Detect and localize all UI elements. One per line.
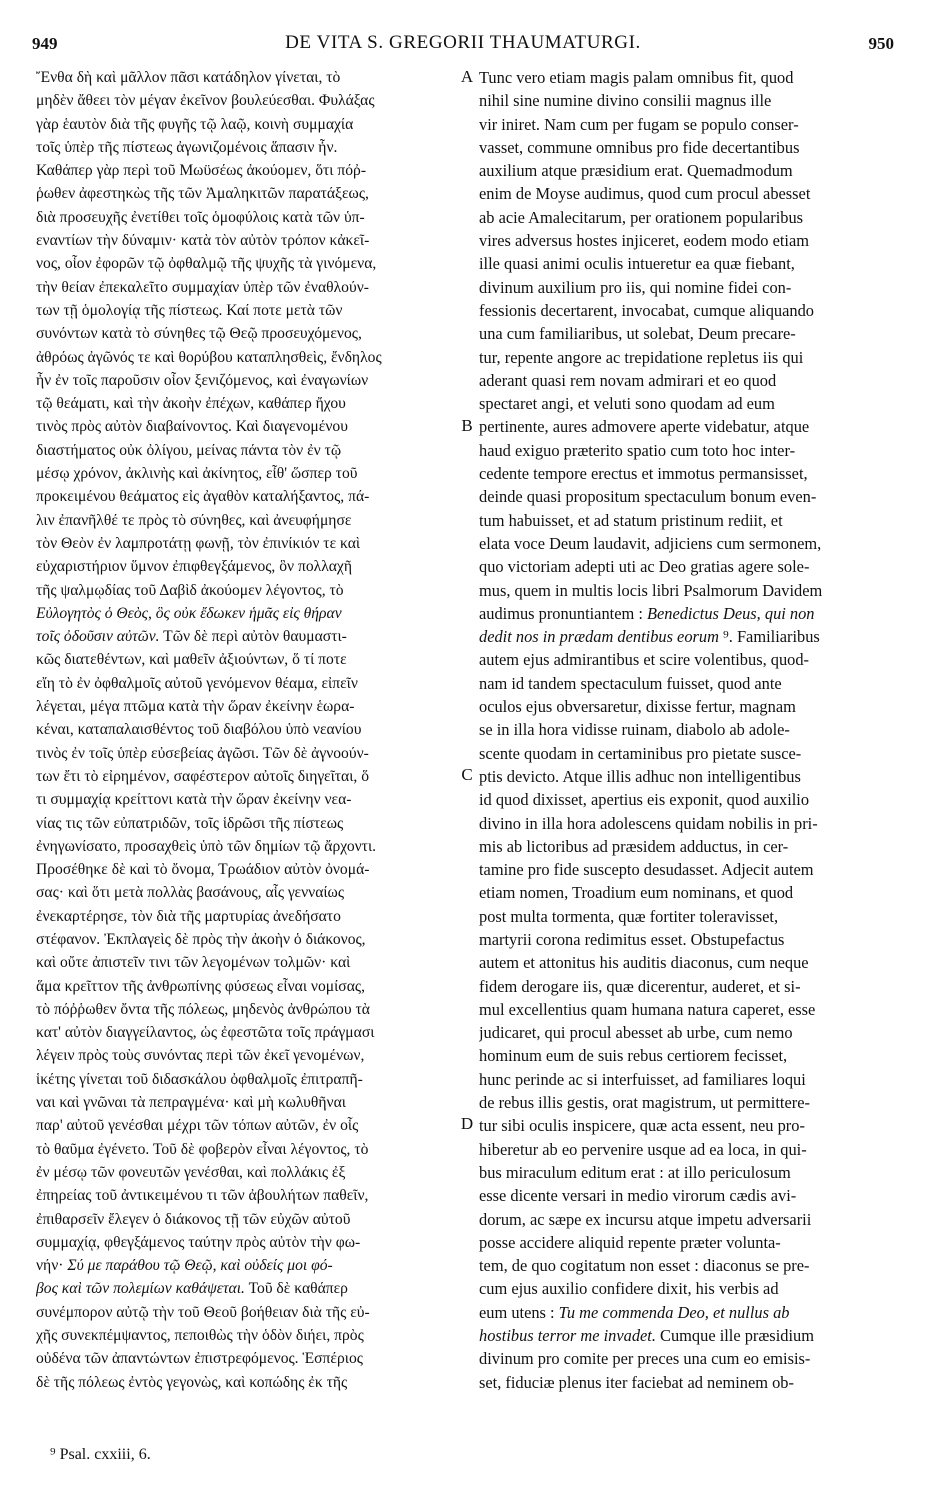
greek-line bbox=[36, 742, 456, 765]
greek-line bbox=[36, 975, 456, 998]
text-segment: vir iniret. Nam cum per fugam se populo conser- bbox=[479, 114, 799, 134]
greek-line bbox=[36, 555, 456, 578]
text-segment: Ἔνθα δὴ καὶ μᾶλλον πᾶσι κατάδηλον γίνεται, τὸ bbox=[36, 69, 341, 86]
text-segment: λέγειν πρὸς τοὺς συνόντας περὶ τῶν ἐκεῖ γενομένων, bbox=[36, 1047, 365, 1065]
text-segment: Cumque ille præsidium bbox=[655, 1326, 814, 1346]
greek-line bbox=[36, 648, 456, 671]
text-segment: ναι καὶ γνῶναι τὰ πεπραγμένα· καὶ μὴ κωλυθῆναι bbox=[36, 1094, 346, 1112]
latin-line bbox=[479, 881, 891, 904]
greek-text-column bbox=[36, 66, 456, 1394]
greek-line bbox=[36, 532, 456, 555]
italic-text-segment: hostibus terror me invadet. bbox=[479, 1326, 656, 1346]
greek-line bbox=[36, 159, 456, 182]
margin-marker-b: B bbox=[461, 416, 473, 435]
running-title: DE VITA S. GREGORII THAUMATURGI. bbox=[285, 32, 641, 53]
text-segment: pertinente, aures admovere aperte videbatur, atque bbox=[479, 417, 810, 437]
text-segment: ἐνεκαρτέρησε, τὸν διὰ τῆς μαρτυρίας ἀνεδήσατο bbox=[36, 907, 341, 925]
italic-text-segment: Benedictus Deus, qui non bbox=[646, 603, 815, 623]
latin-line bbox=[479, 346, 891, 369]
text-segment: μηδὲν ἄθεει τὸν μέγαν ἐκεῖνον βουλεύεσθαι. Φυλάξας bbox=[36, 92, 375, 110]
text-segment: ptis devicto. Atque illis adhuc non intelligentibus bbox=[479, 766, 801, 786]
text-segment: ille quasi animi oculis intueretur ea quæ fiebant, bbox=[479, 254, 795, 274]
latin-line bbox=[479, 1161, 891, 1184]
text-segment: tem, de quo cogitatum non esset : diaconus se pre- bbox=[479, 1256, 810, 1276]
text-segment: elata voce Deum laudavit, adjiciens cum sermonem, bbox=[479, 533, 822, 553]
latin-line bbox=[479, 812, 891, 835]
greek-line bbox=[36, 322, 456, 345]
latin-line bbox=[479, 1114, 891, 1137]
greek-line bbox=[36, 1068, 456, 1091]
text-segment: στέφανον. Ἐκπλαγεὶς δὲ πρὸς τὴν ἀκοὴν ὁ διάκονος, bbox=[36, 930, 366, 948]
latin-line bbox=[479, 113, 891, 136]
text-segment: de rebus illis gestis, orat magistrum, ut permittere- bbox=[479, 1093, 810, 1113]
greek-line bbox=[36, 392, 456, 415]
text-segment: τινὸς πρὸς αὐτὸν διαβαίνοντος. Καὶ διαγενομένου bbox=[36, 418, 348, 436]
text-segment: hiberetur ab eo pervenire usque ad ea loca, in qui- bbox=[479, 1139, 807, 1159]
latin-line bbox=[479, 439, 891, 462]
text-segment: συνόντων κατὰ τὸ σύνηθες τῷ Θεῷ προσευχόμενος, bbox=[36, 325, 362, 343]
text-segment: εἴη τὸ ἐν ὀφθαλμοῖς αὐτοῦ γενόμενον θέαμα, εἰπεῖν bbox=[36, 674, 358, 692]
latin-line bbox=[479, 66, 891, 89]
greek-line bbox=[36, 252, 456, 275]
text-segment: nam id tandem spectaculum fuisset, quod ante bbox=[479, 673, 782, 693]
greek-line bbox=[36, 881, 456, 904]
running-head bbox=[32, 32, 894, 58]
text-segment: ἐνηγωνίσατο, προσαχθεὶς ὑπὸ τῶν δημίων τῷ ἄρχοντι. bbox=[36, 837, 377, 855]
greek-line bbox=[36, 89, 456, 112]
text-segment: παρ' αὐτοῦ γενέσθαι μέχρι τῶν τόπων αὐτῶν, ἐν οἷς bbox=[36, 1117, 359, 1135]
greek-line bbox=[36, 66, 456, 89]
text-segment: ἅμα κρεῖττον τῆς ἀνθρωπίνης φύσεως εἶναι νομίσας, bbox=[36, 977, 365, 995]
text-segment: ἦν ἐν τοῖς παροῦσιν οἷον ξενιζόμενος, καὶ ἐναγωνίων bbox=[36, 371, 369, 389]
latin-line bbox=[479, 905, 891, 928]
text-segment: κῶς διατεθέντων, καὶ μαθεῖν ἀξιούντων, ὅ τί ποτε bbox=[36, 651, 347, 669]
text-segment: κέναι, καταπαλαισθέντος τοῦ διαβόλου ὑπὸ νεανίου bbox=[36, 721, 362, 739]
latin-line bbox=[479, 206, 891, 229]
text-segment: λιν ἐπανῆλθέ τε πρὸς τὸ σύνηθες, καὶ ἀνευφήμησε bbox=[36, 511, 352, 529]
latin-line bbox=[479, 1231, 891, 1254]
text-segment: τὴν θείαν ἐπεκαλεῖτο συμμαχίαν ὑπὲρ τῶν ἐναθλούν- bbox=[36, 278, 369, 296]
text-segment: των ἔτι τὸ εἰρημένον, σαφέστερον αὐτοῖς διηγεῖται, ὅ bbox=[36, 767, 370, 785]
text-segment: judicaret, qui procul abesset ab urbe, cum nemo bbox=[479, 1023, 793, 1043]
latin-line bbox=[479, 1021, 891, 1044]
text-segment: τινὸς ἐν τοῖς ὑπὲρ εὐσεβείας ἀγῶσι. Τῶν δὲ ἀγνοούν- bbox=[36, 744, 369, 762]
latin-line bbox=[479, 1347, 891, 1370]
text-segment: divinum pro comite per preces una cum eo emisis- bbox=[479, 1349, 811, 1369]
greek-line bbox=[36, 812, 456, 835]
greek-line bbox=[36, 579, 456, 602]
latin-line bbox=[479, 742, 891, 765]
latin-line bbox=[479, 1208, 891, 1231]
margin-marker-a: A bbox=[460, 67, 474, 86]
text-segment: eum utens : bbox=[479, 1302, 559, 1322]
greek-line bbox=[36, 369, 456, 392]
latin-line bbox=[479, 159, 891, 182]
text-segment: νος, οἷον ἐφορῶν τῷ ὀφθαλμῷ τῆς ψυχῆς τὰ γινόμενα, bbox=[36, 255, 377, 273]
greek-line bbox=[36, 1044, 456, 1067]
margin-marker-c: C bbox=[461, 765, 473, 784]
text-segment: vasset, commune omnibus pro fide decertantibus bbox=[479, 137, 800, 157]
latin-line bbox=[479, 229, 891, 252]
latin-line bbox=[479, 975, 891, 998]
latin-line bbox=[479, 252, 891, 275]
latin-line bbox=[479, 951, 891, 974]
latin-line bbox=[479, 718, 891, 741]
greek-line bbox=[36, 1161, 456, 1184]
text-segment: id quod dixisset, apertius eis exponit, quod auxilio bbox=[479, 790, 810, 810]
greek-line bbox=[36, 718, 456, 741]
text-segment: dorum, ac sæpe ex incursu atque impetu adversarii bbox=[479, 1209, 812, 1229]
greek-line bbox=[36, 1231, 456, 1254]
text-segment: τὸ θαῦμα ἐγένετο. Τοῦ δὲ φοβερὸν εἶναι λέγοντος, τὸ bbox=[36, 1140, 369, 1158]
greek-line bbox=[36, 905, 456, 928]
text-segment: audimus pronuntiantem : bbox=[479, 603, 647, 623]
latin-line bbox=[479, 788, 891, 811]
greek-line bbox=[36, 346, 456, 369]
latin-line bbox=[479, 835, 891, 858]
latin-line bbox=[479, 928, 891, 951]
greek-line bbox=[36, 765, 456, 788]
page-number-right: 950 bbox=[868, 34, 894, 53]
text-segment: haud exiguo præterito spatio cum toto hoc inter- bbox=[479, 440, 796, 460]
greek-line bbox=[36, 788, 456, 811]
text-segment: ⁹. Familiaribus bbox=[718, 627, 820, 647]
latin-line bbox=[479, 1324, 891, 1347]
latin-line bbox=[479, 579, 891, 602]
greek-line bbox=[36, 136, 456, 159]
text-segment: spectaret angi, et veluti sono quodam ad eum bbox=[479, 394, 775, 414]
text-segment: δὲ τῆς πόλεως ἐντὸς γεγονὼς, καὶ κοπώδης ἐκ τῆς bbox=[36, 1373, 348, 1391]
text-segment: tur, repente angore ac trepidatione repletus iis qui bbox=[479, 347, 804, 367]
text-segment: divinum auxilium pro iis, qui nomine fidei con- bbox=[479, 277, 792, 297]
text-segment: νήν· bbox=[36, 1257, 68, 1275]
latin-line bbox=[479, 1044, 891, 1067]
latin-line bbox=[479, 89, 891, 112]
greek-line bbox=[36, 625, 456, 648]
text-segment: fidem derogare iis, quæ dicerentur, auderet, et si- bbox=[479, 976, 801, 996]
text-segment: ἐπηρείας τοῦ ἀντικειμένου τι τῶν ἀβουλήτων παθεῖν, bbox=[36, 1187, 369, 1205]
greek-line bbox=[36, 182, 456, 205]
text-segment: συνέμπορον αὐτῷ τὴν τοῦ Θεοῦ βοήθειαν διὰ τῆς εὐ- bbox=[36, 1303, 370, 1321]
greek-line bbox=[36, 835, 456, 858]
latin-line bbox=[479, 1091, 891, 1114]
latin-line bbox=[479, 648, 891, 671]
text-segment: deinde quasi propositum spectaculum bonum even- bbox=[479, 487, 817, 507]
text-segment: διὰ προσευχῆς ἐνετίθει τοῖς ὁμοφύλοις κατὰ τῶν ὑπ- bbox=[36, 208, 365, 226]
text-segment: oculos ejus obversaretur, dixisse fertur, magnam bbox=[479, 697, 796, 717]
text-segment: καὶ οὔτε ἀπιστεῖν τινι τῶν λεγομένων τολμῶν· καὶ bbox=[36, 954, 351, 972]
text-segment: εναντίων τὴν δύναμιν· κατὰ τὸν αὐτὸν τρόπον κἀκεῖ- bbox=[36, 232, 370, 250]
text-segment: vires adversus hostes injiceret, eodem modo etiam bbox=[479, 231, 809, 251]
text-segment: nihil sine numine divino consilii magnus ille bbox=[479, 91, 772, 111]
greek-line bbox=[36, 229, 456, 252]
latin-line bbox=[479, 1301, 891, 1324]
text-segment: auxilium atque præsidium erat. Quemadmodum bbox=[479, 161, 793, 181]
footnote: ⁹ Psal. cxxiii, 6. bbox=[50, 1446, 151, 1463]
text-segment: divino in illa hora adolescens quidam nobilis in pri- bbox=[479, 813, 818, 833]
latin-line bbox=[479, 602, 891, 625]
text-segment: hominum eum de suis rebus certiorem fecisset, bbox=[479, 1046, 788, 1066]
italic-text-segment: Εὐλογητὸς ὁ Θεὸς, ὃς οὐκ ἔδωκεν ἡμᾶς εἰς θήραν bbox=[36, 604, 342, 622]
text-segment: λέγεται, μέγα πτῶμα κατὰ τὴν ὥραν ἐκείνην ἑωρα- bbox=[36, 698, 355, 716]
greek-line bbox=[36, 1208, 456, 1231]
text-segment: posse accidere aliquid repente præter volunta- bbox=[479, 1232, 781, 1252]
latin-line bbox=[479, 532, 891, 555]
text-segment: Καθάπερ γὰρ περὶ τοῦ Μωϋσέως ἀκούομεν, ὅτι πόῤ- bbox=[36, 162, 367, 180]
latin-line bbox=[479, 625, 891, 648]
latin-line bbox=[479, 462, 891, 485]
text-segment: enim de Moyse audimus, quod cum procul abesset bbox=[479, 184, 811, 204]
latin-line bbox=[479, 322, 891, 345]
text-segment: mus, quem in multis locis libri Psalmorum Davidem bbox=[479, 580, 823, 600]
greek-line bbox=[36, 1021, 456, 1044]
text-segment: mis ab lictoribus ad præsidem adductus, in cer- bbox=[479, 836, 789, 856]
greek-line bbox=[36, 509, 456, 532]
latin-line bbox=[479, 998, 891, 1021]
greek-line bbox=[36, 951, 456, 974]
italic-text-segment: dedit nos in prædam dentibus eorum bbox=[479, 627, 719, 647]
latin-line bbox=[479, 1371, 891, 1394]
text-segment: συμμαχίᾳ, φθεγξάμενος ταύτην πρὸς αὐτὸν τὴν φω- bbox=[36, 1233, 361, 1251]
text-segment: set, fiduciæ plenus iter faciebat ad neminem ob- bbox=[479, 1372, 794, 1392]
greek-line bbox=[36, 672, 456, 695]
text-segment: etiam nomen, Troadium eum nominans, et quod bbox=[479, 883, 794, 903]
greek-line bbox=[36, 928, 456, 951]
text-segment: τι συμμαχίᾳ κρείττονι κατὰ τὴν ὥραν ἐκείνην νεα- bbox=[36, 791, 352, 809]
text-segment: τὸν Θεὸν ἐν λαμπροτάτῃ φωνῇ, τὸν ἐπινίκιόν τε καὶ bbox=[36, 534, 361, 552]
text-segment: Τοῦ δὲ καθάπερ bbox=[244, 1280, 348, 1298]
latin-line bbox=[479, 555, 891, 578]
text-segment: κατ' αὐτὸν διαγγείλαντος, ὡς ἐφεστῶτα τοῖς πράγμασι bbox=[36, 1024, 375, 1042]
latin-line bbox=[479, 299, 891, 322]
italic-text-segment: τοῖς ὀδοῦσιν αὐτῶν. bbox=[36, 628, 160, 646]
greek-line bbox=[36, 276, 456, 299]
latin-line bbox=[479, 858, 891, 881]
text-segment: τοῖς ὑπὲρ τῆς πίστεως ἀγωνιζομένοις ἅπασιν ἦν. bbox=[36, 138, 338, 156]
text-segment: una cum familiaribus, ut solebat, Deum precare- bbox=[479, 324, 796, 344]
latin-line bbox=[479, 369, 891, 392]
text-segment: se in illa hora vidisse ruinam, diabolo ab adole- bbox=[479, 720, 790, 740]
text-segment: προκειμένου θεάματος εἰς ἀγαθὸν καταλήξαντος, πά- bbox=[36, 488, 370, 506]
text-segment: aderant quasi rem novam admirari et eo quod bbox=[479, 370, 777, 390]
text-segment: διαστήματος οὐκ ὀλίγου, μείνας πάντα τὸν ἐν τῷ bbox=[36, 441, 342, 459]
text-segment: ἐπιθαρσεῖν ἔλεγεν ὁ διάκονος τῇ τῶν εὐχῶν αὐτοῦ bbox=[36, 1210, 351, 1228]
text-segment: martyrii corona redimitus esset. Obstupefactus bbox=[479, 929, 785, 949]
latin-line bbox=[479, 509, 891, 532]
text-segment: fessionis decertarent, invocabat, cumque aliquando bbox=[479, 300, 814, 320]
text-segment: Προσέθηκε δὲ καὶ τὸ ὄνομα, Τρωάδιον αὐτὸν ὀνομά- bbox=[36, 861, 370, 879]
latin-line bbox=[479, 1254, 891, 1277]
text-segment: tur sibi oculis inspicere, quæ acta essent, neu pro- bbox=[479, 1116, 805, 1136]
text-segment: tamine pro fide suscepto desudasset. Adjecit autem bbox=[479, 860, 814, 880]
greek-line bbox=[36, 206, 456, 229]
text-segment: ῥωθεν ἀφεστηκὼς τῆς τῶν Ἀμαληκιτῶν παρατάξεως, bbox=[36, 185, 369, 203]
text-segment: mul excellentius quam humana natura caperet, esse bbox=[479, 999, 816, 1019]
greek-line bbox=[36, 299, 456, 322]
greek-line bbox=[36, 113, 456, 136]
text-segment: σας· καὶ ὅτι μετὰ πολλὰς βασάνους, αἷς γενναίως bbox=[36, 884, 344, 902]
greek-line bbox=[36, 415, 456, 438]
latin-line bbox=[479, 182, 891, 205]
text-segment: ἀθρόως ἀγῶνός τε καὶ θορύβου καταπλησθεὶς, ἔνδηλος bbox=[36, 348, 382, 366]
latin-line bbox=[479, 485, 891, 508]
text-segment: γὰρ ἑαυτὸν διὰ τῆς φυγῆς τῷ λαῷ, κοινὴ συμμαχία bbox=[36, 115, 354, 133]
text-segment: εὐχαριστήριον ὕμνον ἐπιφθεγξάμενος, ὃν πολλαχῆ bbox=[36, 558, 353, 576]
greek-line bbox=[36, 602, 456, 625]
latin-line bbox=[479, 1068, 891, 1091]
text-segment: ἐν μέσῳ τῶν φονευτῶν γενέσθαι, καὶ πολλάκις ἐξ bbox=[36, 1163, 346, 1181]
text-segment: τῷ θεάματι, καὶ τὴν ἀκοὴν ἐπέχων, καθάπερ ἤχου bbox=[36, 395, 346, 413]
text-segment: tum habuisset, et ad statum pristinum rediit, et bbox=[479, 510, 783, 530]
text-segment: hunc perinde ac si interfuisset, ad familiares loqui bbox=[479, 1069, 806, 1089]
greek-line bbox=[36, 1277, 456, 1300]
text-segment: Τῶν δὲ περὶ αὐτὸν θαυμαστι- bbox=[159, 628, 347, 646]
latin-line bbox=[479, 672, 891, 695]
text-segment: quo victoriam adepti uti ac Deo gratias agere sole- bbox=[479, 557, 810, 577]
latin-line bbox=[479, 695, 891, 718]
text-segment: τὸ πόῤῥωθεν ὄντα τῆς πόλεως, μηδενὸς ἀνθρώπου τὰ bbox=[36, 1000, 370, 1018]
greek-line bbox=[36, 1324, 456, 1347]
italic-text-segment: βος καὶ τῶν πολεμίων καθάψεται. bbox=[36, 1280, 245, 1298]
text-segment: post multa tormenta, quæ fortiter toleravisset, bbox=[479, 906, 779, 926]
text-segment: των τῇ ὁμολογίᾳ τῆς πίστεως. Καί ποτε μετὰ τῶν bbox=[36, 301, 343, 319]
greek-line bbox=[36, 1301, 456, 1324]
latin-line bbox=[479, 1138, 891, 1161]
latin-text-column bbox=[479, 66, 891, 1394]
latin-line bbox=[479, 1184, 891, 1207]
greek-line bbox=[36, 1254, 456, 1277]
greek-line bbox=[36, 858, 456, 881]
text-segment: autem ejus admirantibus et scire volentibus, quod- bbox=[479, 650, 810, 670]
latin-line bbox=[479, 415, 891, 438]
italic-text-segment: Tu me commenda Deo, et nullus ab bbox=[558, 1302, 790, 1322]
text-segment: scente quodam in certaminibus pro pietate susce- bbox=[479, 743, 802, 763]
greek-line bbox=[36, 485, 456, 508]
text-segment: μέσῳ χρόνον, ἀκλινὴς καὶ ἀκίνητος, εἶθ' ὥσπερ τοῦ bbox=[36, 465, 358, 483]
text-segment: bus miraculum editum erat : at illo periculosum bbox=[479, 1162, 791, 1182]
greek-line bbox=[36, 1184, 456, 1207]
greek-line bbox=[36, 998, 456, 1021]
italic-text-segment: Σύ με παράθου τῷ Θεῷ, καὶ οὐδείς μοι φό- bbox=[67, 1257, 333, 1275]
text-segment: esse dicente versari in medio virorum cædis avi- bbox=[479, 1186, 797, 1206]
greek-line bbox=[36, 462, 456, 485]
text-segment: cum ejus auxilio confidere dixit, his verbis ad bbox=[479, 1279, 779, 1299]
text-segment: Tunc vero etiam magis palam omnibus fit, quod bbox=[479, 68, 794, 87]
greek-line bbox=[36, 1091, 456, 1114]
text-segment: ἱκέτης γίνεται τοῦ διδασκάλου ὀφθαλμοῖς ἐπιτραπῆ- bbox=[36, 1070, 363, 1088]
text-segment: ab acie Amalecitarum, per orationem popularibus bbox=[479, 207, 804, 227]
page-number-left: 949 bbox=[32, 34, 58, 53]
latin-line bbox=[479, 765, 891, 788]
latin-line bbox=[479, 276, 891, 299]
latin-line bbox=[479, 1277, 891, 1300]
text-segment: νίας τις τῶν εὐπατριδῶν, τοῖς ἱδρῶσι τῆς πίστεως bbox=[36, 814, 344, 832]
greek-line bbox=[36, 1114, 456, 1137]
greek-line bbox=[36, 1371, 456, 1394]
latin-line bbox=[479, 392, 891, 415]
latin-line bbox=[479, 136, 891, 159]
text-segment: τῆς ψαλμῳδίας τοῦ Δαβὶδ ἀκούομεν λέγοντος, τὸ bbox=[36, 581, 344, 599]
text-segment: cedente tempore erectus et immotus permansisset, bbox=[479, 464, 808, 484]
text-segment: οὐδένα τῶν ἀπαντώντων ἐπιστρεφόμενος. Ἑσπέριος bbox=[36, 1350, 363, 1368]
text-segment: autem et attonitus his auditis diaconus, cum neque bbox=[479, 953, 809, 973]
greek-line bbox=[36, 1347, 456, 1370]
greek-line bbox=[36, 695, 456, 718]
text-segment: χῆς συνεκπέμψαντος, πεποιθὼς τὴν ὁδὸν διήει, πρὸς bbox=[36, 1327, 364, 1345]
greek-line bbox=[36, 1138, 456, 1161]
margin-marker-d: D bbox=[460, 1114, 474, 1133]
greek-line bbox=[36, 439, 456, 462]
